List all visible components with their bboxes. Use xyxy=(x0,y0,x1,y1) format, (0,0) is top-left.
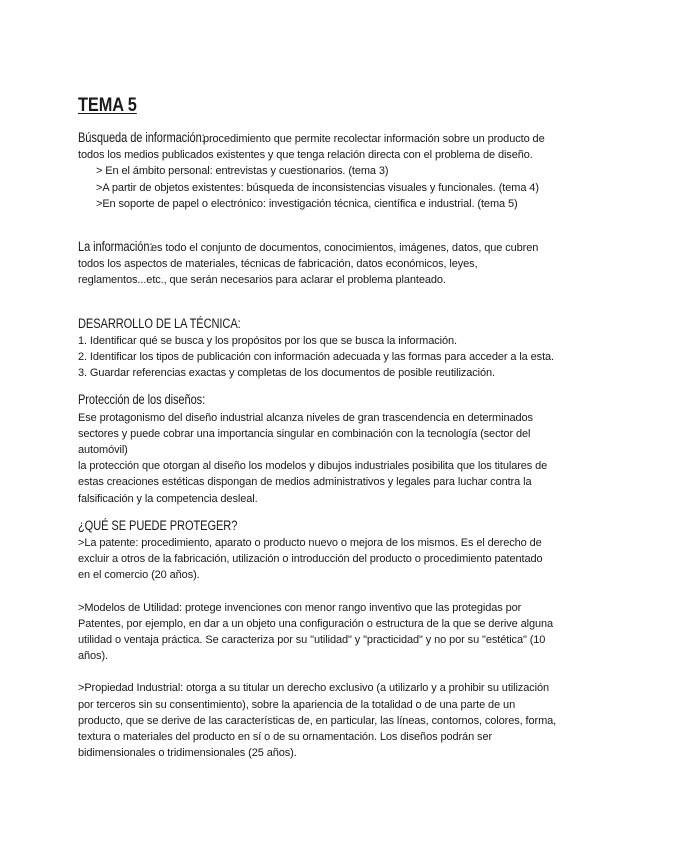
desarrollo-item: 1. Identificar qué se busca y los propósitos por los que se busca la información. xyxy=(78,334,457,347)
busqueda-line-1: procedimiento que permite recolectar información sobre un producto de xyxy=(200,133,545,145)
proteccion-line: la protección que otorgan al diseño los modelos y dibujos industriales posibilita que los titulares de xyxy=(78,460,548,473)
proteccion-line: automóvil) xyxy=(78,444,128,457)
desarrollo-heading: DESARROLLO DE LA TÉCNICA: xyxy=(78,315,241,331)
desarrollo-item: 3. Guardar referencias exactas y completas de los documentos de posible reutilización. xyxy=(78,367,495,380)
informacion-line-1: es todo el conjunto de documentos, conocimientos, imágenes, datos, que cubren xyxy=(148,242,539,255)
section-proteccion xyxy=(78,391,658,506)
busqueda-item: >En soporte de papel o electrónico: investigación técnica, científica e industrial. (tema 5) xyxy=(96,197,518,210)
informacion-line-2: todos los aspectos de materiales, técnicas de fabricación, datos económicos, leyes, xyxy=(78,258,478,271)
page-title-wrap xyxy=(78,95,658,129)
propiedad-line: textura o materiales del producto en sí o de su ornamentación. Los diseños podrán ser xyxy=(78,731,493,744)
modelos-line: utilidad o ventaja práctica. Se caracteriza por su "utilidad" y "practicidad" y no por su "estética" (10 xyxy=(78,634,546,647)
patente-line: >La patente: procedimiento, aparato o producto nuevo o mejora de los mismos. Es el derecho de xyxy=(78,537,542,550)
proteccion-line: sectores y puede cobrar una importancia singular en combinación con la tecnología (sector del xyxy=(78,427,531,440)
document-body xyxy=(78,95,658,762)
desarrollo-item: 2. Identificar los tipos de publicación con información adecuada y las formas para acceder a la esta. xyxy=(78,351,555,364)
propiedad-line: bidimensionales o tridimensionales (25 años). xyxy=(78,747,297,760)
proteccion-heading: Protección de los diseños: xyxy=(78,392,206,408)
section-proteger xyxy=(78,517,658,762)
proteger-heading: ¿QUÉ SE PUEDE PROTEGER? xyxy=(78,517,238,533)
patente-line: excluir a otros de la fabricación, utilización o introducción del producto o procedimiento patentado xyxy=(78,553,543,566)
proteccion-line: Ese protagonismo del diseño industrial alcanza niveles de gran trascendencia en determinados xyxy=(78,411,533,424)
modelos-line: Patentes, por ejemplo, en dar a un objeto una configuración o estructura de la que se derive alguna xyxy=(78,617,554,630)
patente-line: en el comercio (20 años). xyxy=(78,569,200,582)
propiedad-line: producto, que se derive de las características de, en particular, las líneas, contornos, colores, forma, xyxy=(78,714,557,727)
informacion-heading: La información: xyxy=(78,239,153,255)
busqueda-item: > En el ámbito personal: entrevistas y cuestionarios. (tema 3) xyxy=(96,165,389,178)
busqueda-item: >A partir de objetos existentes: búsqueda de inconsistencias visuales y funcionales. (tema 4) xyxy=(96,181,539,194)
busqueda-heading: Búsqueda de información: xyxy=(78,130,205,145)
proteccion-line: estas creaciones estéticas dispongan de medios administrativos y legales para luchar contra la xyxy=(78,476,532,489)
propiedad-line: >Propiedad Industrial: otorga a su titular un derecho exclusivo (a utilizarlo y a prohibir su utilización xyxy=(78,682,550,695)
busqueda-line-2: todos los medios publicados existentes y que tenga relación directa con el problema de diseño. xyxy=(78,149,533,162)
section-busqueda xyxy=(78,129,658,212)
propiedad-line: por terceros sin su consentimiento), sobre la apariencia de la totalidad o de una parte de un xyxy=(78,698,516,711)
section-desarrollo xyxy=(78,315,658,382)
proteccion-line: falsificación y la competencia desleal. xyxy=(78,492,258,505)
section-informacion xyxy=(78,238,658,289)
page-title: TEMA 5 xyxy=(78,95,137,116)
modelos-line: años). xyxy=(78,650,108,663)
modelos-line: >Modelos de Utilidad: protege invenciones con menor rango inventivo que las protegidas por xyxy=(78,601,522,614)
informacion-line-3: reglamentos...etc., que serán necesarios para aclarar el problema planteado. xyxy=(78,274,446,287)
